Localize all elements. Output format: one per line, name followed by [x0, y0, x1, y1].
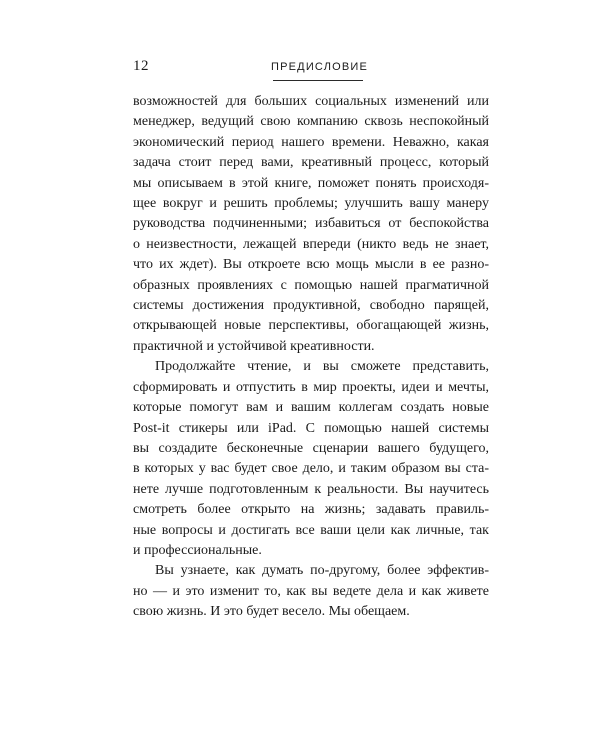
text-line: Вы узнаете, как думать по-другому, более эффектив-	[155, 563, 489, 579]
paragraph-2	[133, 357, 489, 561]
paragraph-3	[133, 561, 489, 622]
page-number: 12	[133, 58, 149, 74]
text-line: экономический период нашего времени. Неважно, какая	[133, 134, 489, 150]
text-line: возможностей для больших социальных изменений или	[133, 94, 489, 109]
text-line: практичной и устойчивой креативности.	[133, 338, 375, 354]
text-line: мы описываем в этой книге, поможет понять происходя-	[133, 175, 489, 191]
text-line: щее вокруг и решить проблемы; улучшить вашу манеру	[133, 196, 489, 212]
text-line: свою жизнь. И это будет весело. Мы обещаем.	[133, 604, 410, 620]
text-line: открывающей новые перспективы, обогащающей жизнь,	[133, 318, 489, 334]
text-line: что их ждет). Вы откроете всю мощь мысли в ее разно-	[133, 257, 489, 273]
text-line: системы достижения продуктивной, свободно парящей,	[133, 298, 489, 314]
paragraph-1	[133, 92, 489, 357]
text-line: образных проявлениях с помощью нашей прагматичной	[133, 277, 489, 293]
header-rule	[273, 80, 363, 81]
text-line: смотреть более открыто на жизнь; задавать правиль-	[133, 502, 489, 518]
text-line: ные вопросы и достигать все ваши цели как личные, так	[133, 522, 489, 538]
text-line: Продолжайте чтение, и вы сможете представить,	[155, 359, 489, 375]
text-line: которые помогут вам и вашим коллегам создать новые	[133, 400, 489, 416]
body-text	[133, 92, 489, 623]
running-title: ПРЕДИСЛОВИЕ	[271, 61, 369, 73]
text-line: но — и это изменит то, как вы ведете дела и как живете	[133, 583, 489, 599]
text-line: руководства подчиненными; избавиться от беспокойства	[133, 216, 489, 232]
text-line: нете лучше подготовленным к реальности. Вы научитесь	[133, 481, 489, 497]
text-line: задача стоит перед вами, креативный процесс, который	[133, 155, 489, 171]
text-line: вы создадите бесконечные сценарии вашего будущего,	[133, 440, 489, 456]
text-line: о неизвестности, лежащей впереди (никто ведь не знает,	[133, 236, 489, 252]
text-line: и профессиональные.	[133, 542, 262, 558]
text-line: менеджер, ведущий свою компанию сквозь неспокойный	[133, 114, 489, 130]
text-line: в которых у вас будет свое дело, и таким образом вы ста-	[133, 461, 489, 477]
text-line: сформировать и отпустить в мир проекты, идеи и мечты,	[133, 379, 489, 395]
text-line: Post-it стикеры или iPad. С помощью нашей системы	[133, 420, 489, 436]
